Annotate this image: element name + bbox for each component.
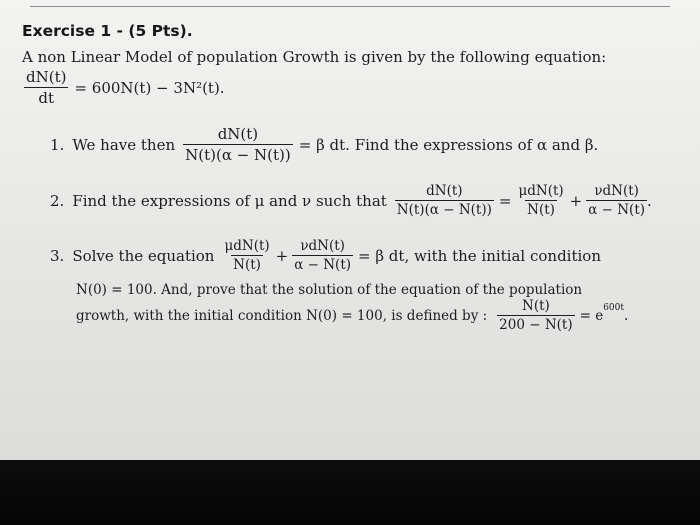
item-3-number: 3. [50,246,65,265]
item-2-frac2-num: μdN(t) [518,183,564,199]
item-3 [50,238,601,273]
model-lhs-num: dN(t) [26,68,67,86]
intro-text: A non Linear Model of population Growth is given by the following equation: [22,48,607,66]
item-2-frac3-den: α − N(t) [588,202,646,218]
solution-num: N(t) [522,298,550,314]
solution-exponent: 600t [603,302,624,313]
item-3-frac1-den: N(t) [233,257,261,273]
item-3-line-3 [76,298,628,333]
item-3-plus: + [275,246,289,265]
solution-den: 200 − N(t) [499,317,573,333]
item-3-fraction-2 [292,238,353,273]
item-1-tail: = β dt. Find the expressions of α and β. [298,135,599,154]
item-3-frac2-num: νdN(t) [300,238,345,254]
exercise-title: Exercise 1 - (5 Pts). [22,22,193,40]
item-2-frac1-den: N(t)(α − N(t)) [396,202,492,218]
item-1 [50,125,598,164]
item-2-frac2-den: N(t) [527,202,555,218]
model-derivative [24,68,68,107]
model-lhs-den: dt [24,87,68,107]
item-1-frac-den: N(t)(α − N(t)) [185,146,291,164]
model-rhs: = 600N(t) − 3N²(t). [74,78,225,97]
solution-fraction [497,298,574,333]
item-2-end: . [647,191,652,210]
item-3-tail: = β dt, with the initial condition [358,246,601,265]
item-2-fraction-3 [586,183,647,218]
model-equation [24,68,225,107]
item-2-lead: Find the expressions of μ and ν such that [72,191,387,210]
dark-bottom-edge [0,460,700,525]
item-3-fraction-1 [222,238,271,273]
top-rule [30,6,670,7]
item-2-fraction-2 [516,183,565,218]
item-3-lead: Solve the equation [72,246,215,265]
item-3-line-2: N(0) = 100. And, prove that the solution of the equation of the population [76,282,583,298]
item-2-plus: + [569,191,583,210]
item-2-equals: = [498,191,512,210]
solution-end: . [624,307,629,324]
item-1-fraction [183,125,293,164]
item-3-line-3-lead: growth, with the initial condition N(0) = 100, is defined by : [76,307,488,324]
item-2-fraction-1 [395,183,494,218]
item-2-number: 2. [50,191,65,210]
solution-rhs: = e [579,307,604,324]
item-3-frac2-den: α − N(t) [294,257,352,273]
item-2 [50,183,652,218]
item-2-frac1-num: dN(t) [426,183,463,199]
item-1-lead: We have then [72,135,176,154]
item-1-frac-num: dN(t) [217,125,259,143]
item-2-frac3-num: νdN(t) [594,183,639,199]
item-1-number: 1. [50,135,65,154]
item-3-frac1-num: μdN(t) [224,238,270,254]
